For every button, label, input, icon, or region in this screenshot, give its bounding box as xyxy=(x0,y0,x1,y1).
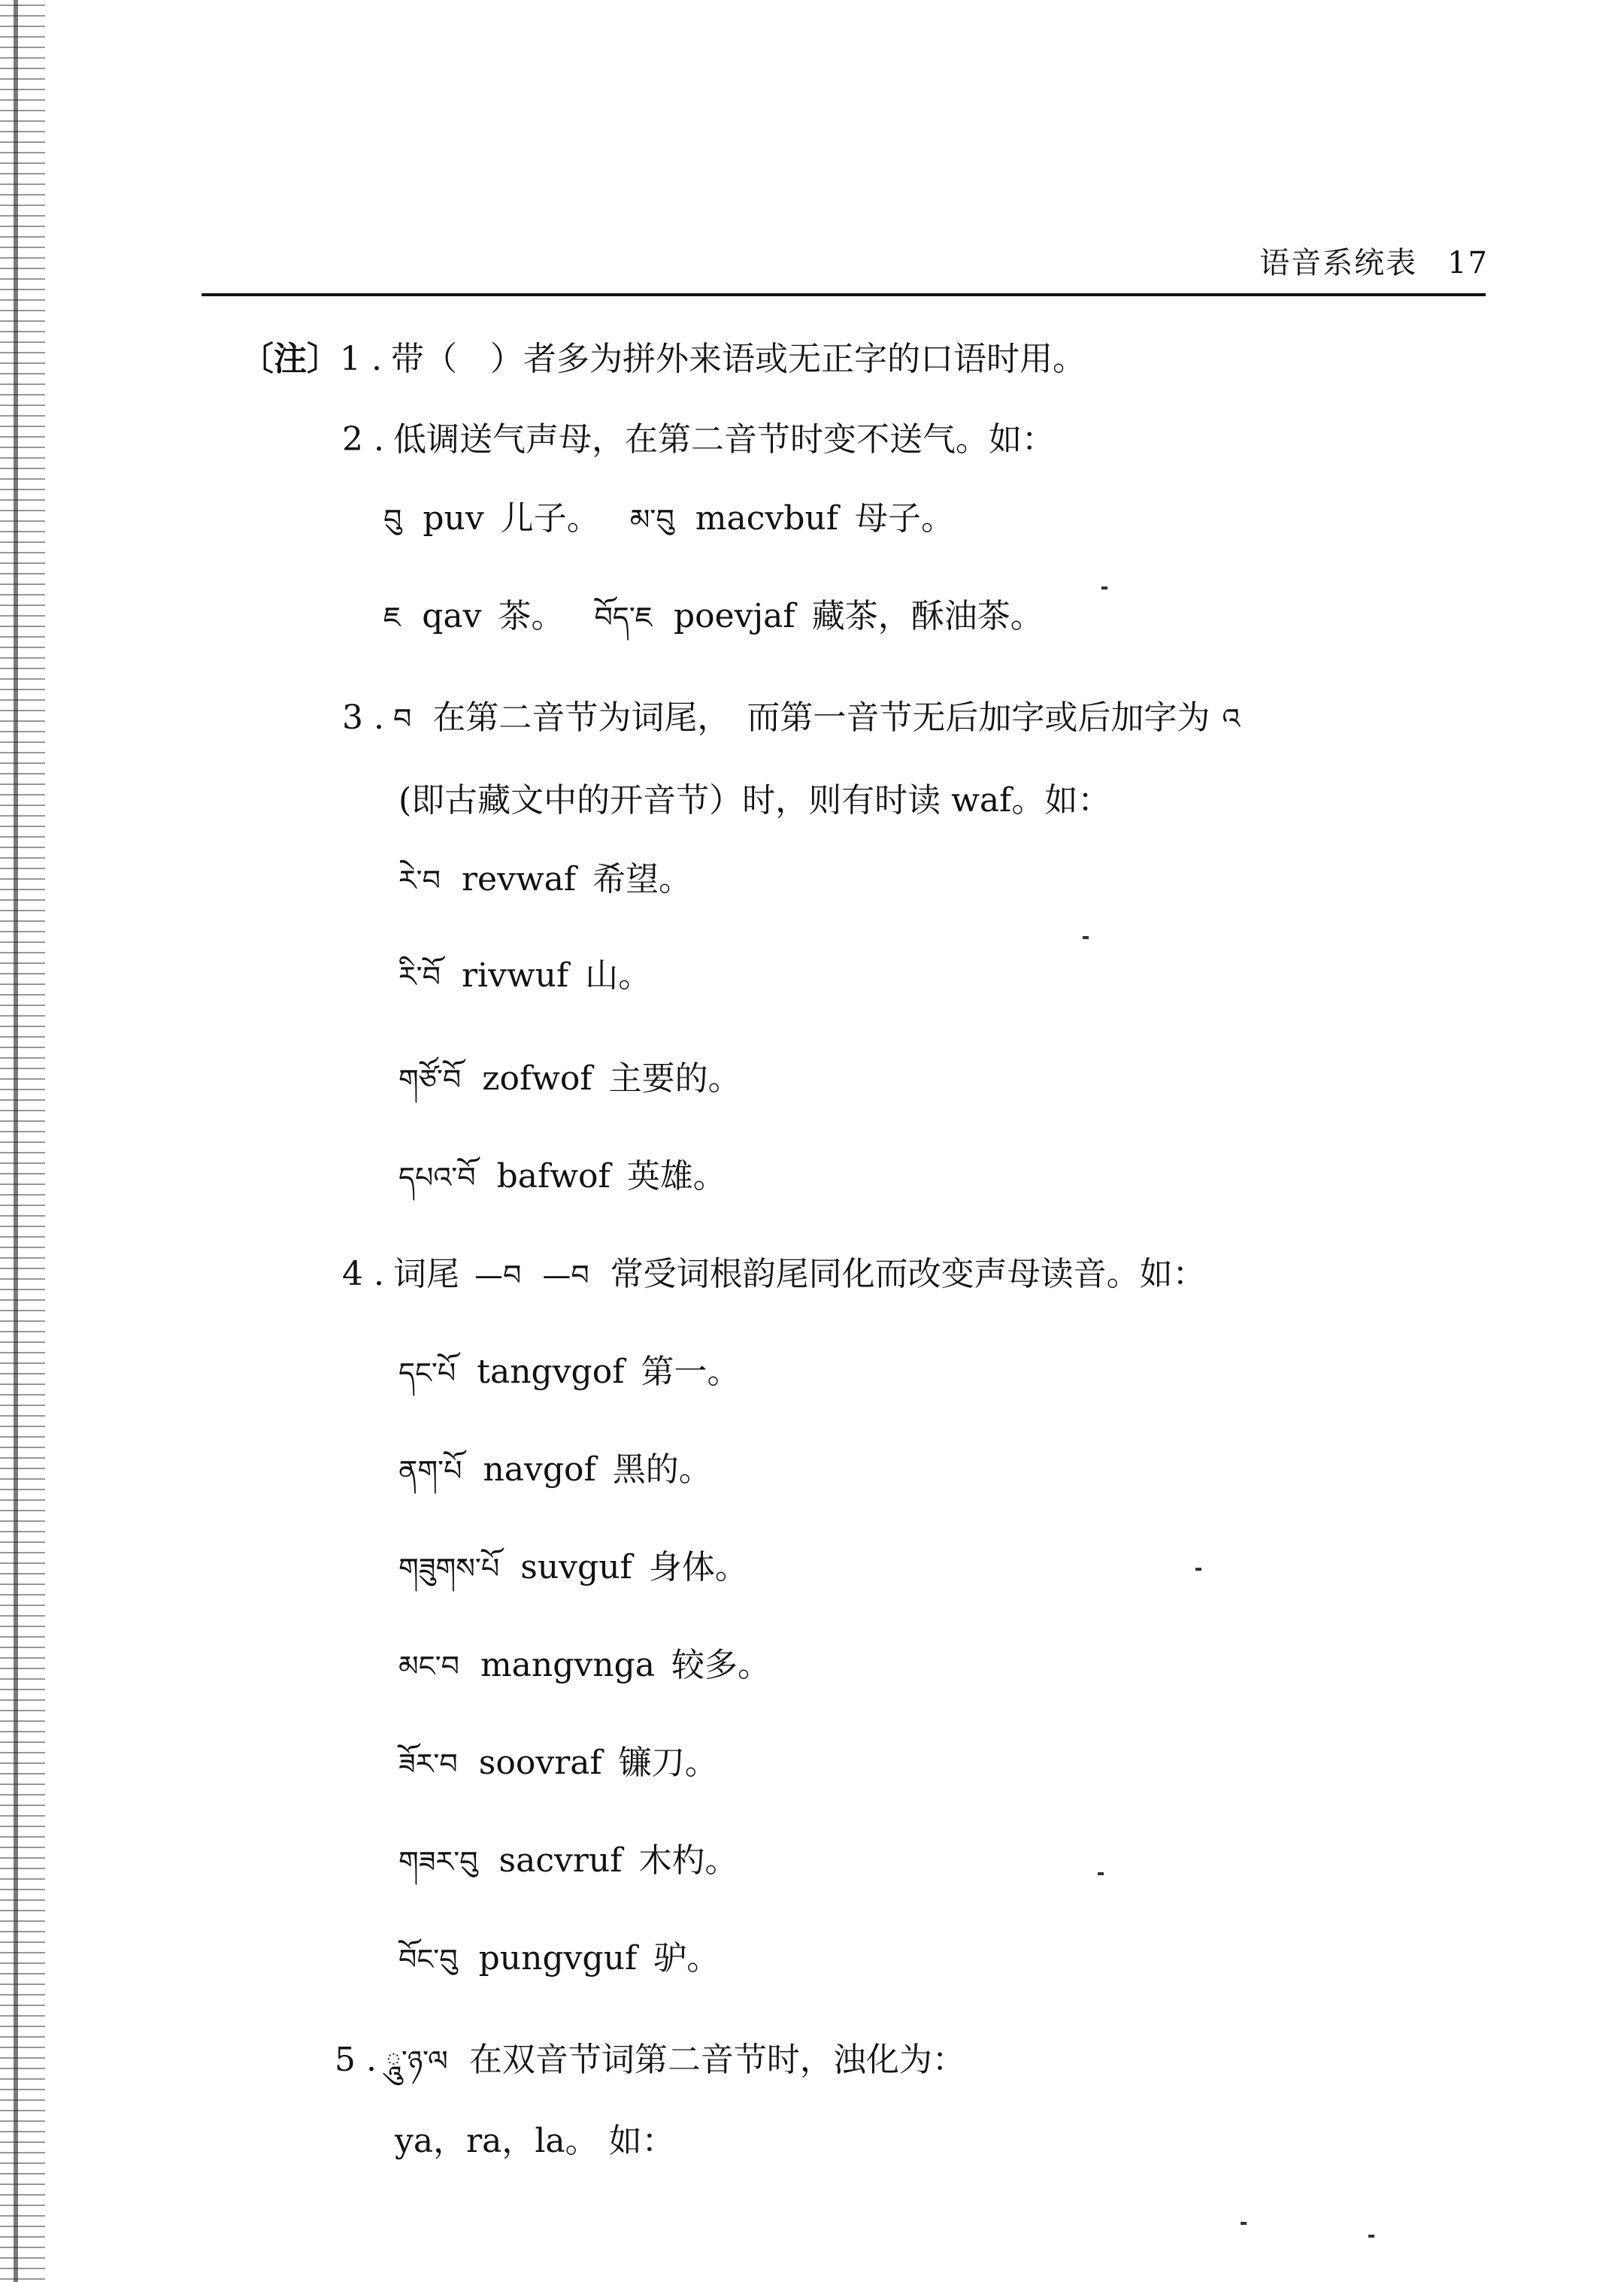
gloss: 母子。 xyxy=(855,499,954,538)
romanization: macvbuf xyxy=(695,499,838,538)
note-3 xyxy=(342,696,1261,741)
example-row xyxy=(398,1838,738,1884)
note-4 xyxy=(342,1252,1206,1298)
scan-speck xyxy=(1083,936,1089,939)
tibetan-word: གཟར་བུ xyxy=(398,1845,478,1878)
note-5-continuation xyxy=(395,2119,675,2164)
note-2 xyxy=(342,417,1055,462)
note-number: 1 . xyxy=(340,340,382,378)
note-number: 5 . xyxy=(335,2041,377,2079)
tibetan-word: དཔའ་བོ xyxy=(398,1161,476,1194)
note-1 xyxy=(241,337,1086,382)
scan-speck xyxy=(1368,2235,1374,2238)
gloss: 较多。 xyxy=(671,1646,771,1684)
tibetan-suffix: —བ xyxy=(474,1259,522,1292)
romanization: zofwof xyxy=(482,1059,592,1098)
example-row xyxy=(398,1545,748,1591)
scan-speck xyxy=(1241,2222,1247,2225)
romanization: pungvguf xyxy=(478,1939,638,1977)
note-text: 词尾 xyxy=(392,1255,459,1293)
note-number: 2 . xyxy=(342,420,384,459)
romanization: soovraf xyxy=(478,1744,602,1782)
note-text: (即古藏文中的开音节）时，则有时读 waf。如： xyxy=(398,781,1111,820)
romanization: revwaf xyxy=(462,860,577,899)
gloss: 藏茶，酥油茶。 xyxy=(811,597,1044,635)
gloss: 黑的。 xyxy=(612,1450,712,1489)
book-binding-edge xyxy=(0,0,45,2282)
gloss: 希望。 xyxy=(592,860,692,899)
gloss: 身体。 xyxy=(648,1548,748,1586)
tibetan-letter: འ xyxy=(1222,702,1241,735)
tibetan-word: བོང་བུ xyxy=(398,1943,458,1976)
romanization: tangvgof xyxy=(477,1353,625,1391)
romanization: sacvruf xyxy=(498,1841,623,1880)
romanization: mangvnga xyxy=(480,1646,656,1684)
running-head xyxy=(1259,239,1489,282)
gloss: 山。 xyxy=(585,956,652,995)
tibetan-word: གཙོ་བོ xyxy=(398,1063,462,1096)
section-title: 语音系统表 xyxy=(1259,246,1418,280)
note-text: 在第二音节为词尾， 而第一音节无后加字或后加字为 xyxy=(432,699,1210,737)
tibetan-letters: ཱུ་ཉ་ལ xyxy=(385,2044,448,2077)
romanization: bafwof xyxy=(496,1157,611,1196)
romanization: rivwuf xyxy=(462,956,569,995)
example-row xyxy=(398,1154,726,1200)
tibetan-suffix: —བ xyxy=(542,1259,589,1292)
scan-speck xyxy=(1195,1568,1201,1571)
tibetan-word: ནག་པོ xyxy=(398,1454,462,1487)
note-number: 3 . xyxy=(342,699,384,737)
example-row xyxy=(398,1643,771,1689)
page-number: 17 xyxy=(1447,246,1489,280)
tibetan-letter: བ xyxy=(392,702,412,735)
romanization: navgof xyxy=(483,1450,596,1489)
tibetan-word: དང་པོ xyxy=(398,1356,456,1390)
tibetan-word: གཟུགས་པོ xyxy=(398,1552,500,1585)
example-row xyxy=(398,953,651,999)
tibetan-word: ཇ xyxy=(383,601,401,634)
note-text: 带（ ）者多为拼外来语或无正字的口语时用。 xyxy=(390,340,1086,378)
tibetan-word: བུ xyxy=(383,503,402,536)
gloss: 驴。 xyxy=(653,1939,720,1977)
gloss: 木杓。 xyxy=(638,1841,738,1880)
example-row xyxy=(398,1056,741,1102)
tibetan-word: མ་བུ xyxy=(629,503,674,536)
note-label: 〔注〕 xyxy=(241,340,340,378)
note-2-example-row xyxy=(383,594,1044,640)
note-text: 在双音节词第二音节时，浊化为： xyxy=(468,2041,965,2079)
note-text: 低调送气声母，在第二音节时变不送气。如： xyxy=(392,420,1055,459)
note-3-continuation xyxy=(398,778,1110,823)
note-5 xyxy=(335,2038,965,2083)
example-row xyxy=(398,1936,720,1982)
note-text: ya，ra，la。 如： xyxy=(395,2122,675,2160)
romanization: poevjaf xyxy=(673,597,795,635)
tibetan-word: རེ་བ xyxy=(398,864,441,897)
scan-speck xyxy=(1101,586,1107,589)
note-2-example-row xyxy=(383,496,954,542)
romanization: suvguf xyxy=(520,1548,632,1586)
tibetan-word: བོད་ཇ xyxy=(594,601,653,634)
tibetan-word: ཟོར་བ xyxy=(398,1747,458,1780)
binding-shadow xyxy=(14,0,18,2282)
romanization: puv xyxy=(423,499,484,538)
gloss: 英雄。 xyxy=(626,1157,726,1196)
tibetan-word: རི་བོ xyxy=(398,960,441,993)
gloss: 儿子。 xyxy=(500,499,600,538)
example-row xyxy=(398,1350,741,1396)
gloss: 第一。 xyxy=(641,1353,741,1391)
tibetan-word: མང་བ xyxy=(398,1650,459,1683)
gloss: 镰刀。 xyxy=(618,1744,718,1782)
note-number: 4 . xyxy=(342,1255,384,1293)
gloss: 主要的。 xyxy=(608,1059,741,1098)
header-rule xyxy=(201,293,1486,296)
gloss: 茶。 xyxy=(498,597,565,635)
romanization: qav xyxy=(422,597,482,635)
note-text: 常受词根韵尾同化而改变声母读音。如： xyxy=(610,1255,1206,1293)
example-row xyxy=(398,1741,718,1787)
example-row xyxy=(398,1447,712,1493)
scan-speck xyxy=(1098,1872,1104,1875)
example-row xyxy=(398,857,692,903)
